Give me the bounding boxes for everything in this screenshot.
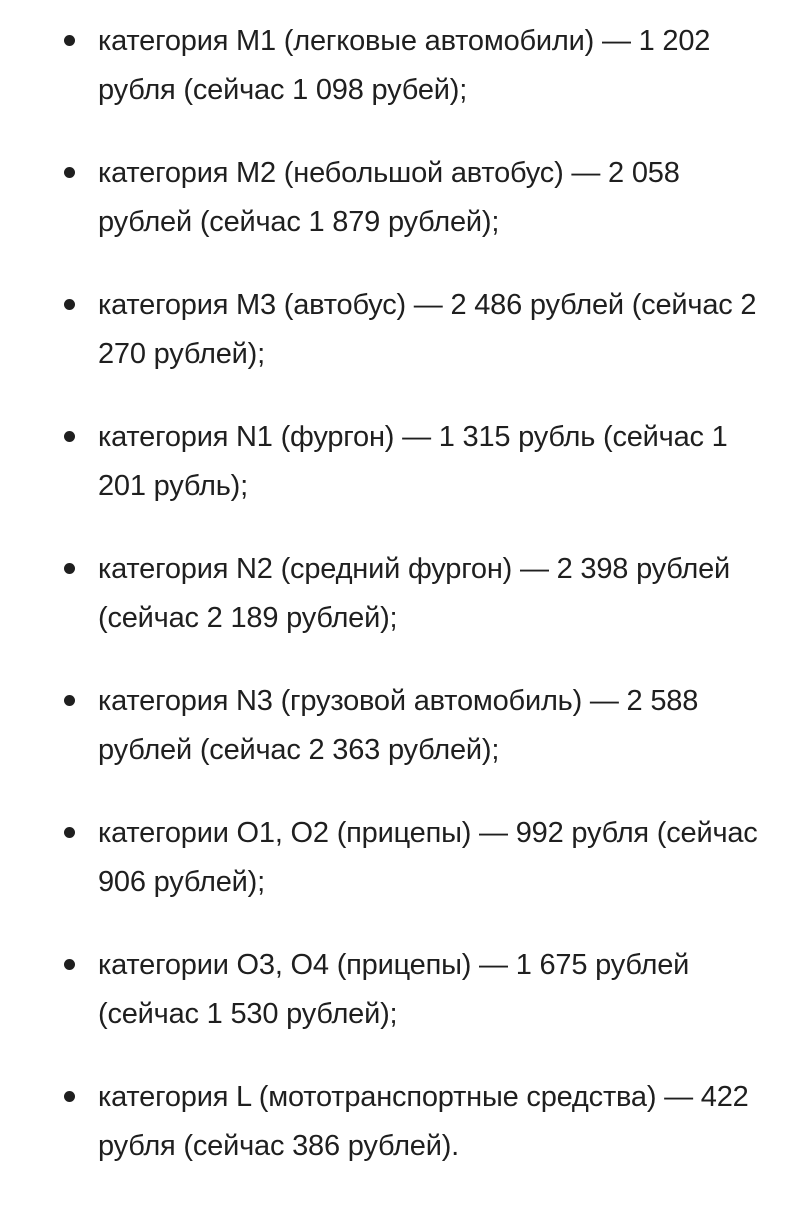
list-item-text: категория М3 (автобус) — 2 486 рублей (сейчас 2 270 рублей); [98, 289, 757, 370]
list-item-text: категория М1 (легковые автомобили) — 1 202 рубля (сейчас 1 098 рубей); [98, 25, 711, 106]
list-item [0, 413, 812, 511]
list-item-text: категория N1 (фургон) — 1 315 рубль (сейчас 1 201 рубль); [98, 421, 728, 502]
price-list [0, 17, 812, 1171]
list-item [0, 1073, 812, 1171]
bullet-icon [64, 431, 75, 442]
list-item-text: категория N2 (средний фургон) — 2 398 рублей (сейчас 2 189 рублей); [98, 553, 731, 634]
bullet-icon [64, 563, 75, 574]
list-item-text: категория N3 (грузовой автомобиль) — 2 588 рублей (сейчас 2 363 рублей); [98, 685, 699, 766]
bullet-icon [64, 299, 75, 310]
list-item [0, 677, 812, 775]
list-item [0, 149, 812, 247]
list-item [0, 281, 812, 379]
list-item [0, 941, 812, 1039]
bullet-icon [64, 35, 75, 46]
bullet-icon [64, 827, 75, 838]
list-item [0, 545, 812, 643]
list-item-text: категории О3, О4 (прицепы) — 1 675 рублей (сейчас 1 530 рублей); [98, 949, 690, 1030]
bullet-icon [64, 695, 75, 706]
bullet-icon [64, 167, 75, 178]
bullet-icon [64, 1091, 75, 1102]
list-item-text: категория М2 (небольшой автобус) — 2 058 рублей (сейчас 1 879 рублей); [98, 157, 680, 238]
list-item [0, 809, 812, 907]
bullet-icon [64, 959, 75, 970]
list-item-text: категория L (мототранспортные средства) — 422 рубля (сейчас 386 рублей). [98, 1081, 749, 1162]
list-item-text: категории О1, О2 (прицепы) — 992 рубля (сейчас 906 рублей); [98, 817, 758, 898]
list-item [0, 17, 812, 115]
